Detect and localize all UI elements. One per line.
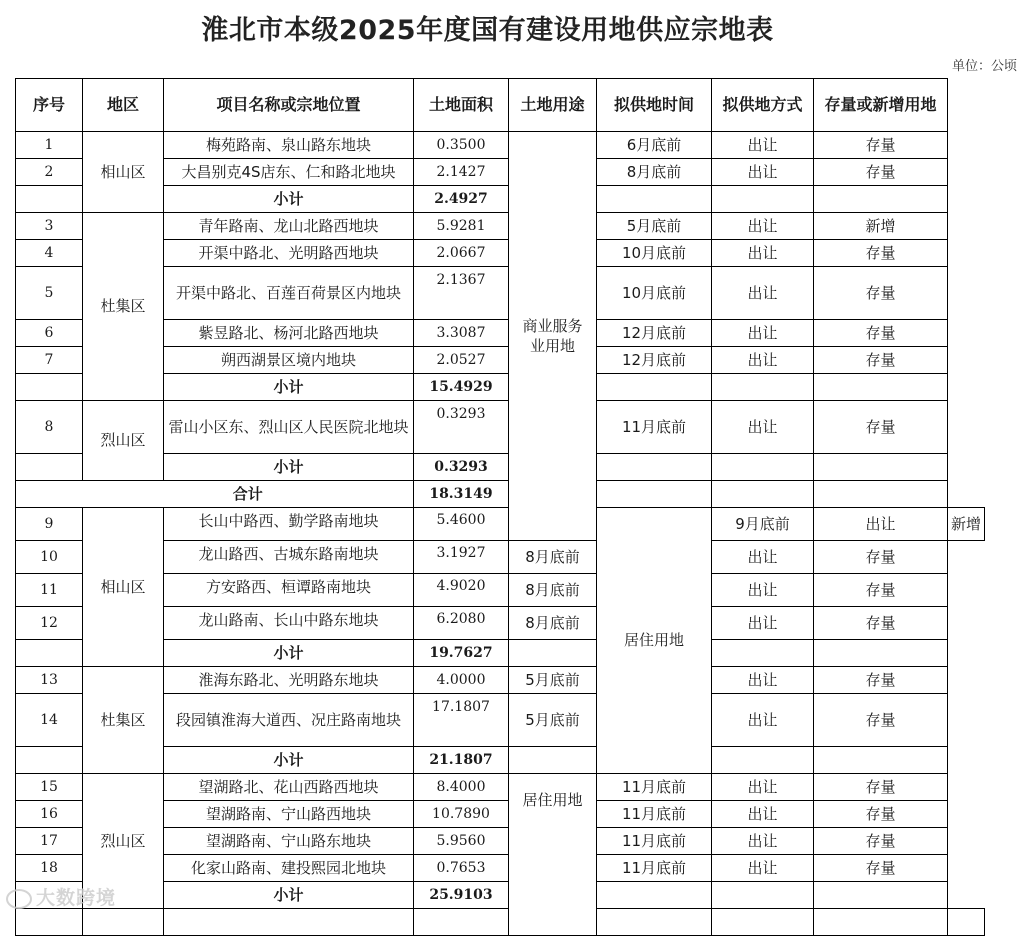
area-cell: 2.1427: [414, 159, 509, 186]
row-no: 8: [16, 401, 83, 454]
subtotal-value: 19.7627: [414, 640, 509, 667]
row-no: 6: [16, 320, 83, 347]
location-cell: 青年路南、龙山北路西地块: [164, 213, 414, 240]
row-no: 1: [16, 132, 83, 159]
kind-cell: 存量: [814, 401, 948, 454]
time-cell: 12月底前: [597, 347, 712, 374]
kind-cell: 存量: [814, 240, 948, 267]
row-no: 18: [16, 855, 83, 882]
subtotal-label: 小计: [164, 640, 414, 667]
location-cell: 长山中路西、勤学路南地块: [164, 508, 414, 541]
subtotal-value: 15.4929: [414, 374, 509, 401]
col-header-area: 土地面积: [414, 79, 509, 132]
col-header-method: 拟供地方式: [712, 79, 814, 132]
time-cell: 6月底前: [597, 132, 712, 159]
area-cell: 4.0000: [414, 667, 509, 694]
area-cell: 6.2080: [414, 607, 509, 640]
method-cell: 出让: [712, 401, 814, 454]
method-cell: 出让: [712, 574, 814, 607]
header-row: [16, 79, 985, 132]
time-cell: 12月底前: [597, 320, 712, 347]
land-supply-table: [15, 78, 985, 936]
area-cell: 8.4000: [414, 774, 509, 801]
time-cell: 11月底前: [597, 774, 712, 801]
row-no: 17: [16, 828, 83, 855]
col-header-time: 拟供地时间: [597, 79, 712, 132]
area-cell: 4.9020: [414, 574, 509, 607]
area-cell: 3.3087: [414, 320, 509, 347]
time-cell: 9月底前: [712, 508, 814, 541]
subtotal-label: 小计: [164, 882, 414, 909]
table-row: [16, 213, 985, 240]
kind-cell: 存量: [814, 855, 948, 882]
total-label: 合计: [83, 481, 414, 508]
table-row: [16, 667, 985, 694]
kind-cell: 存量: [814, 574, 948, 607]
time-cell: 11月底前: [597, 855, 712, 882]
subtotal-label: 小计: [164, 186, 414, 213]
area-cell: 5.9281: [414, 213, 509, 240]
row-no: 10: [16, 541, 83, 574]
method-cell: 出让: [712, 541, 814, 574]
kind-cell: 新增: [948, 508, 985, 541]
kind-cell: 存量: [814, 774, 948, 801]
location-cell: 开渠中路北、光明路西地块: [164, 240, 414, 267]
area-cell: 2.0667: [414, 240, 509, 267]
subtotal-label: 小计: [164, 747, 414, 774]
location-cell: 淮海东路北、光明路东地块: [164, 667, 414, 694]
row-no: 3: [16, 213, 83, 240]
method-cell: 出让: [814, 508, 948, 541]
kind-cell: 存量: [814, 132, 948, 159]
kind-cell: 存量: [814, 159, 948, 186]
area-cell: 2.0527: [414, 347, 509, 374]
location-cell: 化家山路南、建投熙园北地块: [164, 855, 414, 882]
kind-cell: 存量: [814, 267, 948, 320]
time-cell: 8月底前: [597, 159, 712, 186]
method-cell: 出让: [712, 607, 814, 640]
method-cell: 出让: [712, 801, 814, 828]
row-no: 2: [16, 159, 83, 186]
kind-cell: 存量: [814, 801, 948, 828]
subtotal-value: 0.3293: [414, 454, 509, 481]
time-cell: 5月底前: [509, 667, 597, 694]
subtotal-value: 21.1807: [414, 747, 509, 774]
kind-cell: 存量: [814, 607, 948, 640]
time-cell: 11月底前: [597, 801, 712, 828]
page-title: 淮北市本级2025年度国有建设用地供应宗地表: [201, 15, 774, 46]
watermark-logo-icon: [6, 889, 32, 909]
table-row: [16, 909, 985, 936]
area-cell: 0.3500: [414, 132, 509, 159]
row-no: 9: [16, 508, 83, 541]
kind-cell: 存量: [814, 541, 948, 574]
table-row: [16, 401, 985, 454]
method-cell: 出让: [712, 267, 814, 320]
row-no: 11: [16, 574, 83, 607]
time-cell: 11月底前: [597, 401, 712, 454]
subtotal-label: 小计: [164, 454, 414, 481]
time-cell: 11月底前: [597, 828, 712, 855]
land-use-cell: 居住用地: [509, 774, 597, 936]
location-cell: 大昌别克4S店东、仁和路北地块: [164, 159, 414, 186]
method-cell: 出让: [712, 774, 814, 801]
time-cell: 5月底前: [597, 213, 712, 240]
col-header-district: 地区: [83, 79, 164, 132]
col-header-kind: 存量或新增用地: [814, 79, 948, 132]
district-cell: 杜集区: [83, 213, 164, 401]
location-cell: 开渠中路北、百莲百荷景区内地块: [164, 267, 414, 320]
row-no: 13: [16, 667, 83, 694]
table-row: [16, 508, 985, 541]
area-cell: 2.1367: [414, 267, 509, 320]
col-header-location: 项目名称或宗地位置: [164, 79, 414, 132]
area-cell: 5.9560: [414, 828, 509, 855]
area-cell: 3.1927: [414, 541, 509, 574]
area-cell: 5.4600: [414, 508, 509, 541]
method-cell: 出让: [712, 667, 814, 694]
method-cell: 出让: [712, 694, 814, 747]
location-cell: 紫昱路北、杨河北路西地块: [164, 320, 414, 347]
district-cell: 杜集区: [83, 667, 164, 774]
method-cell: 出让: [712, 828, 814, 855]
location-cell: 望湖路北、花山西路西地块: [164, 774, 414, 801]
total-row: [16, 481, 985, 508]
time-cell: 5月底前: [509, 694, 597, 747]
table-row: [16, 132, 985, 159]
method-cell: 出让: [712, 240, 814, 267]
subtotal-value: 25.9103: [414, 882, 509, 909]
time-cell: 10月底前: [597, 240, 712, 267]
method-cell: 出让: [712, 855, 814, 882]
location-cell: 方安路西、桓谭路南地块: [164, 574, 414, 607]
area-cell: 0.7653: [414, 855, 509, 882]
row-no: 14: [16, 694, 83, 747]
kind-cell: 存量: [814, 828, 948, 855]
method-cell: 出让: [712, 132, 814, 159]
location-cell: 龙山路西、古城东路南地块: [164, 541, 414, 574]
col-header-no: 序号: [16, 79, 83, 132]
row-no: 4: [16, 240, 83, 267]
watermark-text: 大数跨境: [36, 887, 117, 909]
location-cell: 朔西湖景区境内地块: [164, 347, 414, 374]
district-cell: 烈山区: [83, 401, 164, 481]
kind-cell: 新增: [814, 213, 948, 240]
time-cell: 8月底前: [509, 607, 597, 640]
kind-cell: 存量: [814, 694, 948, 747]
time-cell: 8月底前: [509, 574, 597, 607]
unit-label: 单位：公顷: [951, 59, 1017, 74]
area-cell: 0.3293: [414, 401, 509, 454]
total-value: 18.3149: [414, 481, 509, 508]
method-cell: 出让: [712, 159, 814, 186]
col-header-use: 土地用途: [509, 79, 597, 132]
location-cell: 望湖路南、宁山路西地块: [164, 801, 414, 828]
time-cell: 8月底前: [509, 541, 597, 574]
area-cell: 10.7890: [414, 801, 509, 828]
row-no: 15: [16, 774, 83, 801]
location-cell: 龙山路南、长山中路东地块: [164, 607, 414, 640]
land-use-cell: 居住用地: [597, 508, 712, 774]
row-no: 12: [16, 607, 83, 640]
row-no: 16: [16, 801, 83, 828]
location-cell: 段园镇淮海大道西、况庄路南地块: [164, 694, 414, 747]
watermark: [6, 883, 116, 910]
kind-cell: 存量: [814, 667, 948, 694]
kind-cell: 存量: [814, 347, 948, 374]
subtotal-label: 小计: [164, 374, 414, 401]
method-cell: 出让: [712, 347, 814, 374]
location-cell: 望湖路南、宁山路东地块: [164, 828, 414, 855]
area-cell: 17.1807: [414, 694, 509, 747]
time-cell: 10月底前: [597, 267, 712, 320]
district-cell: 相山区: [83, 132, 164, 213]
method-cell: 出让: [712, 213, 814, 240]
kind-cell: 存量: [814, 320, 948, 347]
location-cell: 雷山小区东、烈山区人民医院北地块: [164, 401, 414, 454]
location-cell: 梅苑路南、泉山路东地块: [164, 132, 414, 159]
district-cell: 相山区: [83, 508, 164, 667]
land-use-cell: 商业服务业用地: [509, 132, 597, 541]
method-cell: 出让: [712, 320, 814, 347]
table-row: [16, 774, 985, 801]
subtotal-value: 2.4927: [414, 186, 509, 213]
row-no: 7: [16, 347, 83, 374]
district-cell: 烈山区: [83, 774, 164, 909]
row-no: 5: [16, 267, 83, 320]
